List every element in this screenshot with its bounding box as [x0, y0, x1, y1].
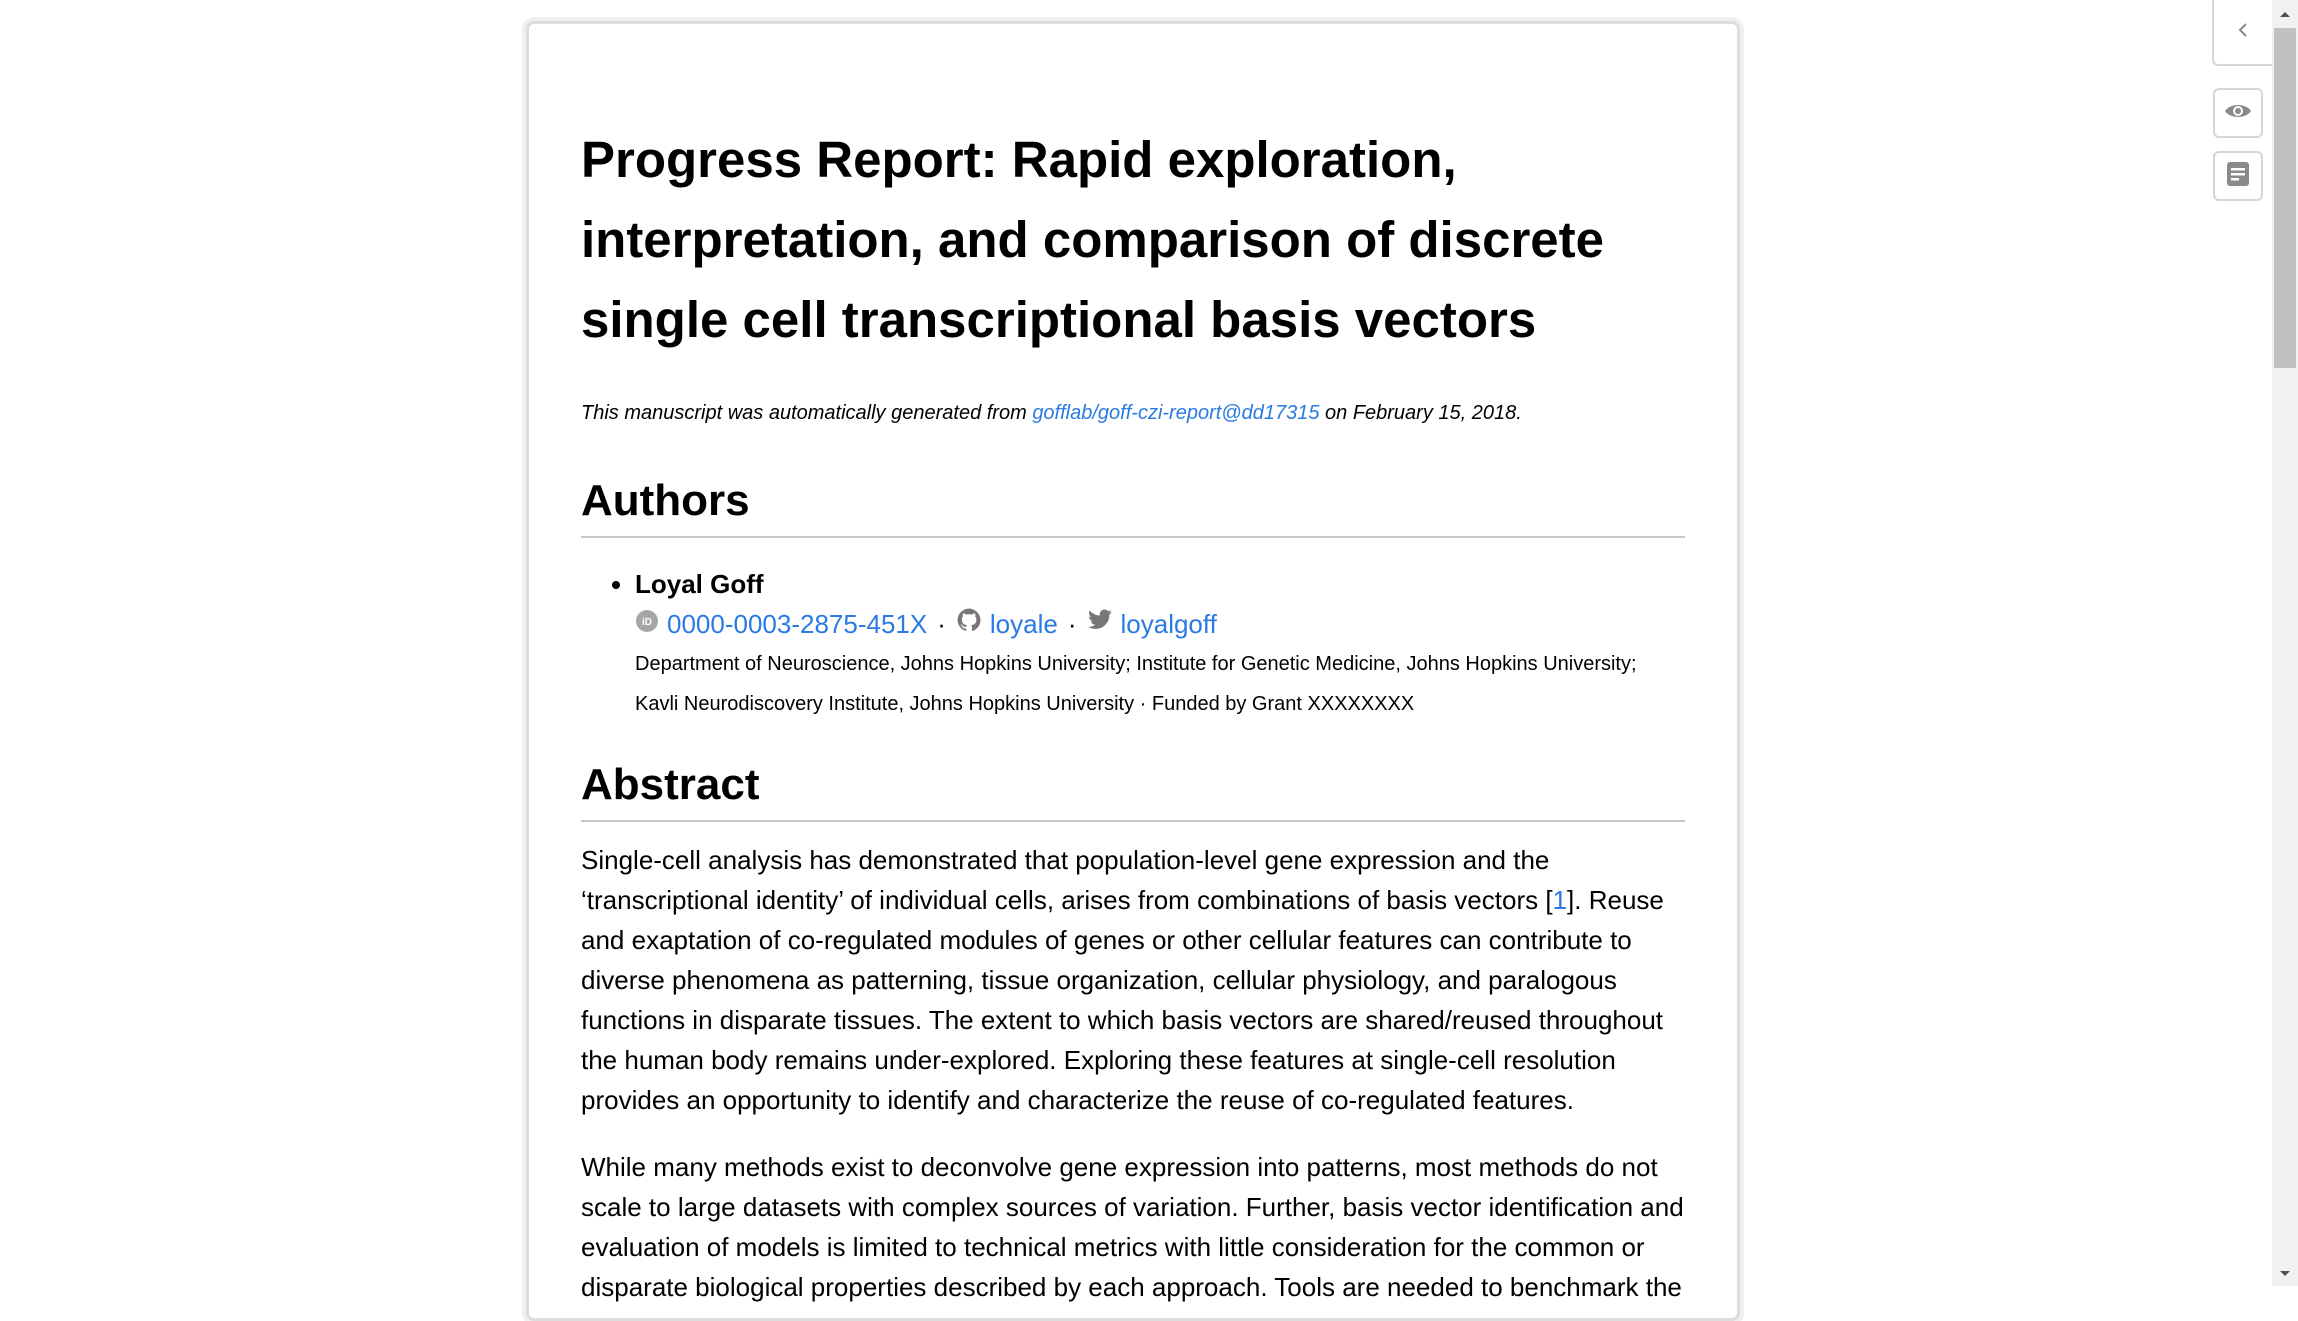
eye-icon	[2223, 101, 2253, 126]
author-identifiers	[635, 604, 1685, 644]
abstract-text: ]. Reuse and exaptation of co-regulated modules of genes or other cellular features can contribute to diverse phenomena as patterning, tissue organization, cellular physiology, and paralogous functions in disparate tissues. The extent to which basis vectors are shared/reused throughout the human body remains under-explored. Exploring these features at single-cell resolution provides an opportunity to identify and characterize the reuse of co-regulated features.	[581, 885, 1664, 1115]
author-item	[635, 564, 1685, 724]
id-separator: ·	[1067, 609, 1077, 639]
view-mode-button[interactable]	[2213, 88, 2263, 138]
scroll-up-arrow[interactable]	[2272, 2, 2298, 26]
notes-icon	[2225, 160, 2251, 193]
manuscript-content	[581, 120, 1685, 1307]
generated-note	[581, 398, 1685, 428]
source-repo-link[interactable]: gofflab/goff-czi-report@dd17315	[1032, 402, 1320, 424]
scroll-down-arrow[interactable]	[2272, 1262, 2298, 1286]
generated-suffix: on February 15, 2018.	[1319, 402, 1522, 424]
author-affiliation	[635, 644, 1685, 724]
abstract-paragraph	[581, 840, 1685, 1120]
orcid-icon	[635, 604, 659, 644]
twitter-icon	[1087, 604, 1113, 644]
affiliation-line: Kavli Neurodiscovery Institute, Johns Hopkins University · Funded by Grant XXXXXXXX	[635, 693, 1415, 715]
github-link[interactable]: loyale	[989, 609, 1058, 639]
authors-heading: Authors	[581, 476, 1685, 538]
affiliation-line: Department of Neuroscience, Johns Hopkins University; Institute for Genetic Medicine, Johns Hopkins University;	[635, 653, 1637, 675]
id-separator: ·	[937, 609, 946, 639]
twitter-link[interactable]: loyalgoff	[1120, 609, 1217, 639]
scroll-thumb[interactable]	[2274, 28, 2296, 368]
chevron-left-icon	[2236, 22, 2250, 43]
collapse-panel-button[interactable]	[2212, 0, 2272, 66]
page-title: Progress Report: Rapid exploration, interpretation, and comparison of discrete single cell transcriptional basis vectors	[581, 131, 1605, 348]
vertical-scrollbar[interactable]	[2272, 0, 2298, 1286]
generated-prefix: This manuscript was automatically generated from	[581, 402, 1033, 424]
abstract-paragraph: While many methods exist to deconvolve gene expression into patterns, most methods do not scale to large datasets with complex sources of variation. Further, basis vector identification and evaluation of models is limited to technical metrics with little consideration for the common or disparate biological properties described by each approach. Tools are needed to benchmark the	[581, 1152, 1684, 1302]
citation-link[interactable]: 1	[1552, 885, 1568, 915]
github-icon	[956, 604, 982, 644]
author-list	[581, 564, 1685, 724]
notes-button[interactable]	[2213, 151, 2263, 201]
manuscript-page	[526, 21, 1740, 1321]
abstract-heading: Abstract	[581, 760, 1685, 822]
author-name: • Loyal Goff	[635, 569, 764, 599]
orcid-link[interactable]: 0000-0003-2875-451X	[667, 609, 928, 639]
abstract-text: Single-cell analysis has demonstrated that population-level gene expression and the ‘transcriptional identity’ of individual cells, arises from combinations of basis vectors [	[581, 845, 1553, 915]
svg-text:iD: iD	[642, 617, 652, 628]
